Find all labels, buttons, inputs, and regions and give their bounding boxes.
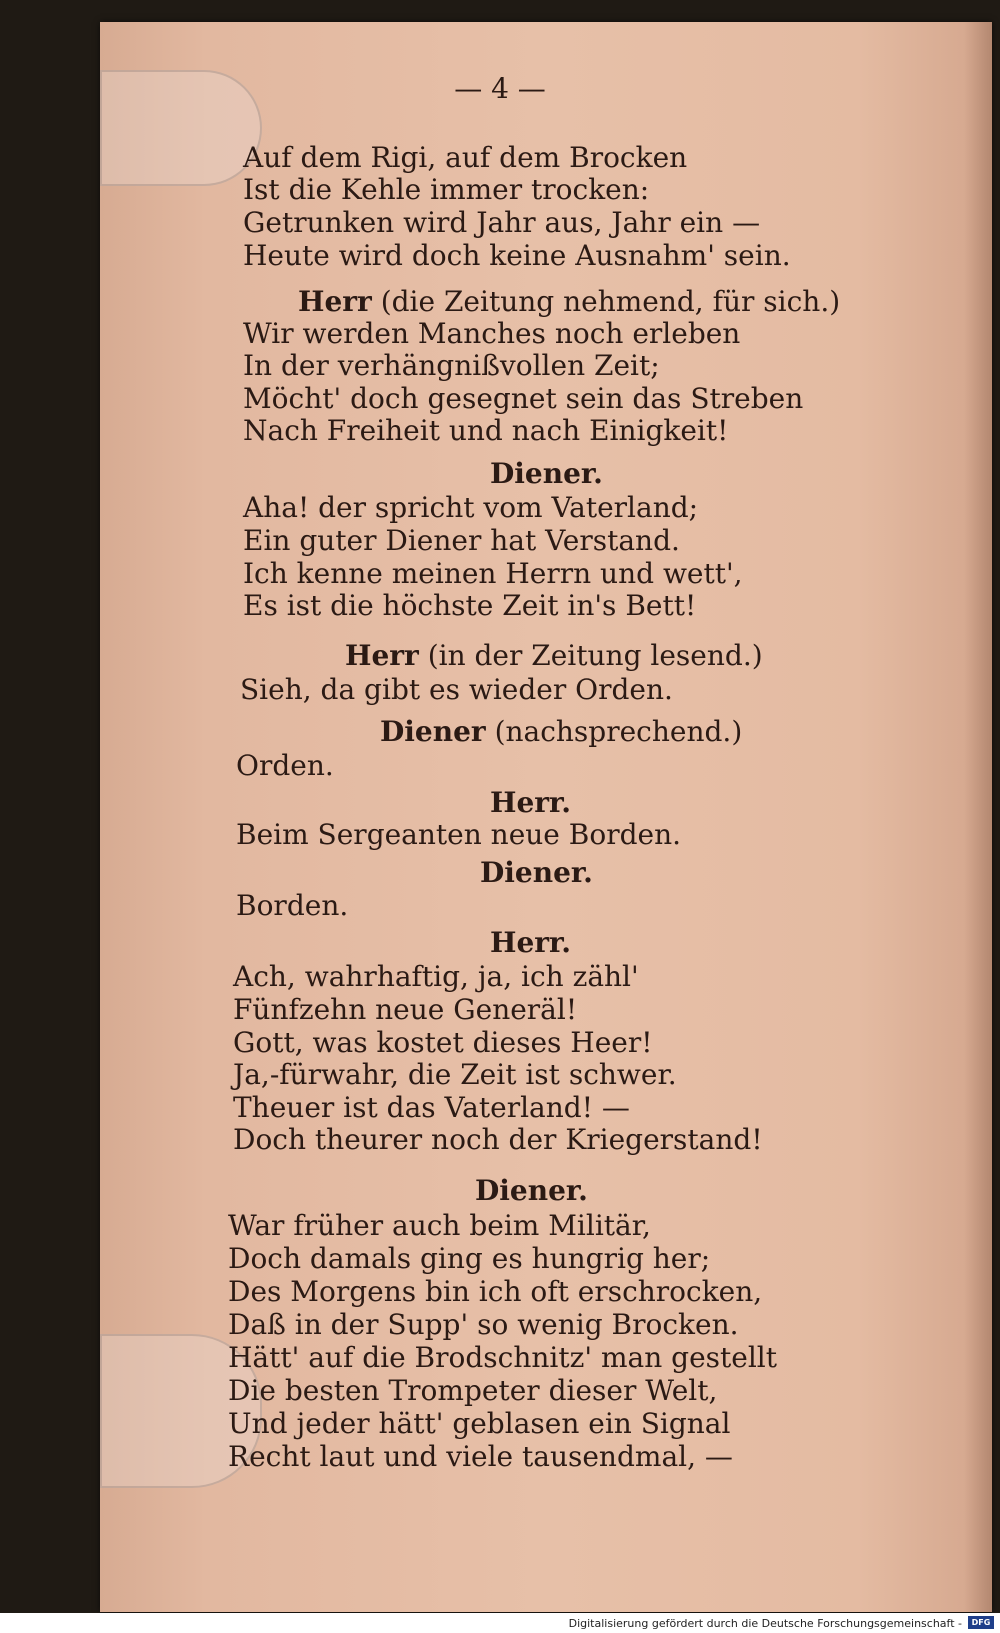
speaker-name: Diener.	[490, 457, 603, 490]
stage-direction: (nachsprechend.)	[494, 715, 743, 748]
verse-line: Sieh, da gibt es wieder Orden.	[240, 673, 673, 706]
speaker-name: Herr.	[490, 786, 571, 819]
verse-line: Und jeder hätt' geblasen ein Signal	[228, 1407, 731, 1440]
verse-line: Theuer ist das Vaterland! —	[233, 1091, 630, 1124]
verse-line: Recht laut und viele tausendmal, —	[228, 1440, 733, 1473]
verse-line: Ein guter Diener hat Verstand.	[243, 524, 680, 557]
verse-line: Doch damals ging es hungrig her;	[228, 1242, 711, 1275]
verse-line: Daß in der Supp' so wenig Brocken.	[228, 1308, 739, 1341]
speaker-heading	[380, 716, 742, 749]
verse-line: Fünfzehn neue Generäl!	[233, 993, 578, 1026]
verse-line: Getrunken wird Jahr aus, Jahr ein —	[243, 206, 761, 239]
verse-line: Auf dem Rigi, auf dem Brocken	[243, 141, 688, 174]
verse-line: Nach Freiheit und nach Einigkeit!	[243, 414, 729, 447]
stage-direction: (die Zeitung nehmend, für sich.)	[380, 285, 841, 318]
verse-line: Wir werden Manches noch erleben	[243, 317, 741, 350]
verse-line: Beim Sergeanten neue Borden.	[236, 818, 682, 851]
verse-line: Ach, wahrhaftig, ja, ich zähl'	[233, 960, 639, 993]
verse-line: War früher auch beim Militär,	[228, 1209, 651, 1242]
verse-line: Es ist die höchste Zeit in's Bett!	[243, 589, 697, 622]
verse-line: Heute wird doch keine Ausnahm' sein.	[243, 239, 791, 272]
verse-line: Die besten Trompeter dieser Welt,	[228, 1374, 718, 1407]
speaker-heading	[345, 640, 763, 673]
verse-line: Borden.	[236, 889, 349, 922]
speaker-name: Diener	[380, 715, 486, 748]
speaker-heading	[298, 286, 840, 319]
speaker-name: Herr	[298, 285, 372, 318]
verse-line: Doch theurer noch der Kriegerstand!	[233, 1123, 763, 1156]
speaker-name: Diener.	[480, 856, 593, 889]
verse-line: Hätt' auf die Brodschnitz' man gestellt	[228, 1341, 777, 1374]
verse-line: Ist die Kehle immer trocken:	[243, 173, 650, 206]
verse-line: In der verhängnißvollen Zeit;	[243, 349, 660, 382]
verse-line: Möcht' doch gesegnet sein das Streben	[243, 382, 804, 415]
verse-line: Orden.	[236, 749, 334, 782]
footer-credit: Digitalisierung gefördert durch die Deutsche Forschungsgemeinschaft -	[568, 1617, 962, 1630]
page-number: — 4 —	[454, 72, 546, 105]
stage-direction: (in der Zeitung lesend.)	[427, 639, 763, 672]
verse-line: Gott, was kostet dieses Heer!	[233, 1026, 653, 1059]
dfg-logo-icon: DFG	[968, 1616, 994, 1629]
speaker-name: Herr	[345, 639, 419, 672]
page-edge-shadow	[964, 22, 992, 1612]
speaker-name: Diener.	[475, 1174, 588, 1207]
digitization-footer	[0, 1613, 1000, 1633]
verse-line: Aha! der spricht vom Vaterland;	[243, 491, 699, 524]
speaker-name: Herr.	[490, 926, 571, 959]
verse-line: Ja,-fürwahr, die Zeit ist schwer.	[233, 1058, 677, 1091]
verse-line: Ich kenne meinen Herrn und wett',	[243, 557, 743, 590]
verse-line: Des Morgens bin ich oft erschrocken,	[228, 1275, 763, 1308]
